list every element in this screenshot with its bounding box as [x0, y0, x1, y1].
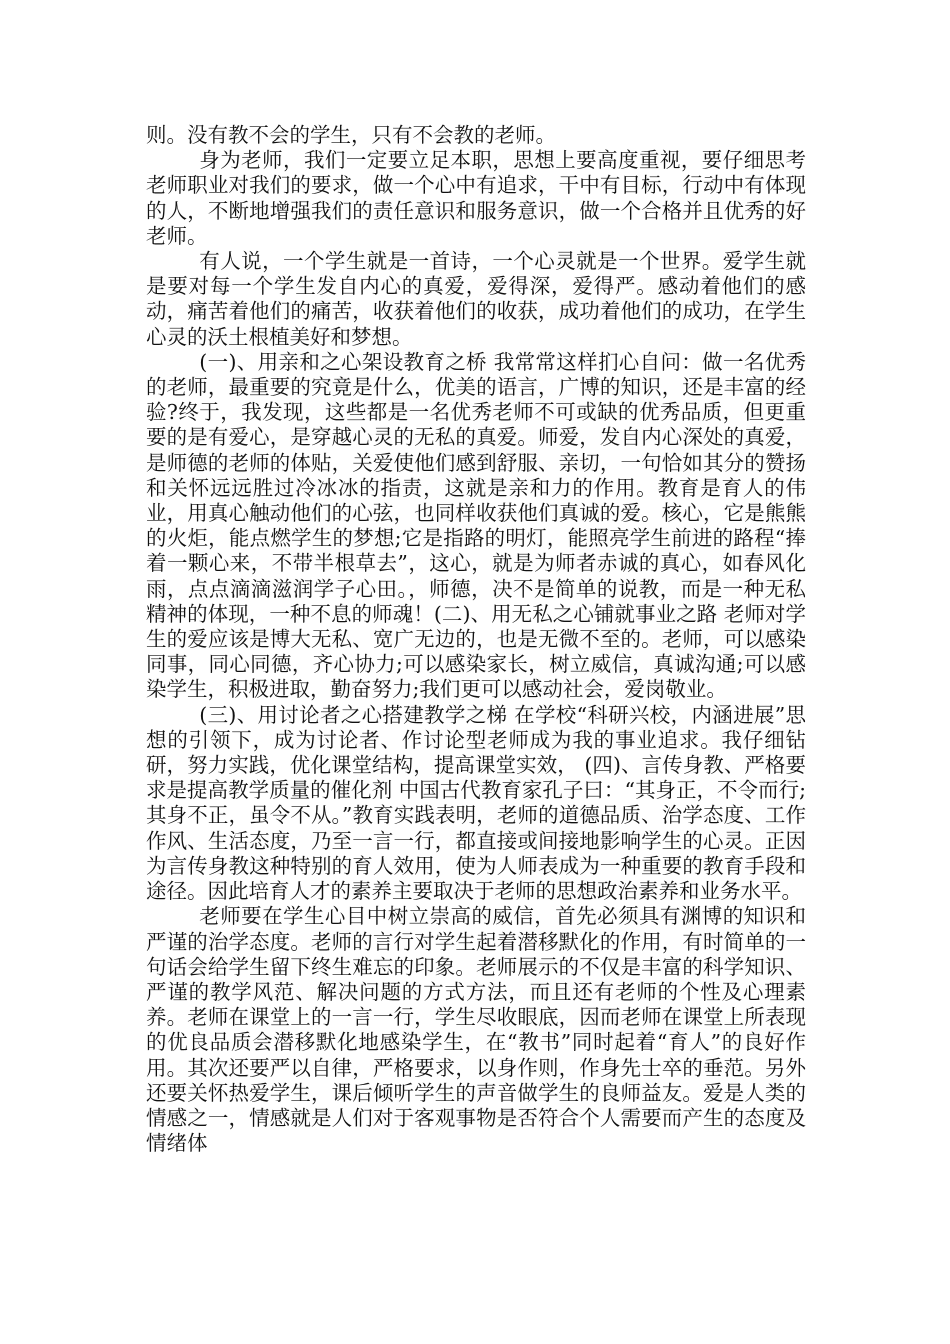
paragraph-4: (一)、用亲和之心架设教育之桥 我常常这样扪心自问：做一名优秀的老师，最重要的究竟是什么，优美的语言，广博的知识，还是丰富的经验?终于，我发现，这些都是一名优秀老师不可或缺的优秀品质，但更重要的是有爱心，是穿越心灵的无私的真爱。师爱，发自内心深处的真爱，是师德的老师的体贴，关爱使他们感到舒服、亲切，一句恰如其分的赞扬和关怀远远胜过冷冰冰的指责，这就是亲和力的作用。教育是育人的伟业，用真心触动他们的心弦，也同样收获他们真诚的爱。核心，它是熊熊的火炬，能点燃学生的梦想;它是指路的明灯，能照亮学生前进的路程“捧着一颗心来，不带半根草去”，这心，就是为师者赤诚的真心，如春风化雨，点点滴滴滋润学子心田。，师德，决不是简单的说教，而是一种无私精神的体现，一种不息的师魂！(二)、用无私之心铺就事业之路 老师对学生的爱应该是博大无私、宽广无边的，也是无微不至的。老师，可以感染同事，同心同德，齐心协力;可以感染家长，树立威信，真诚沟通;可以感染学生，积极进取，勤奋努力;我们更可以感动社会，爱岗敬业。	[146, 349, 806, 702]
paragraph-3: 有人说，一个学生就是一首诗，一个心灵就是一个世界。爱学生就是要对每一个学生发自内心的真爱，爱得深，爱得严。感动着他们的感动，痛苦着他们的痛苦，收获着他们的收获，成功着他们的成功，在学生心灵的沃土根植美好和梦想。	[146, 249, 806, 349]
paragraph-5: (三)、用讨论者之心搭建教学之梯 在学校“科研兴校，内涵进展”思想的引领下，成为讨论者、作讨论型老师成为我的事业追求。我仔细钻研，努力实践，优化课堂结构，提高课堂实效， (四)、言传身教、严格要求是提高教学质量的催化剂 中国古代教育家孔子曰：“其身正，不令而行;其身不正，虽令不从。”教育实践表明，老师的道德品质、治学态度、工作作风、生活态度，乃至一言一行，都直接或间接地影响学生的心灵。正因为言传身教这种特别的育人效用，使为人师表成为一种重要的教育手段和途径。因此培育人才的素养主要取决于老师的思想政治素养和业务水平。	[146, 702, 806, 904]
paragraph-2: 身为老师，我们一定要立足本职，思想上要高度重视，要仔细思考老师职业对我们的要求，做一个心中有追求，干中有目标，行动中有体现的人，不断地增强我们的责任意识和服务意识，做一个合格并且优秀的好老师。	[146, 148, 806, 248]
document-body	[146, 123, 806, 1156]
paragraph-1: 则。没有教不会的学生，只有不会教的老师。	[146, 123, 556, 147]
paragraph-6: 老师要在学生心目中树立崇高的威信，首先必须具有渊博的知识和严谨的治学态度。老师的言行对学生起着潜移默化的作用，有时简单的一句话会给学生留下终生难忘的印象。老师展示的不仅是丰富的科学知识、严谨的教学风范、解决问题的方式方法，而且还有老师的个性及心理素养。老师在课堂上的一言一行，学生尽收眼底，因而老师在课堂上所表现的优良品质会潜移默化地感染学生，在“教书”同时起着“育人”的良好作用。其次还要严以自律，严格要求，以身作则，作身先士卒的垂范。另外还要关怀热爱学生，课后倾听学生的声音做学生的良师益友。爱是人类的情感之一，情感就是人们对于客观事物是否符合个人需要而产生的态度及情绪体	[146, 904, 806, 1156]
